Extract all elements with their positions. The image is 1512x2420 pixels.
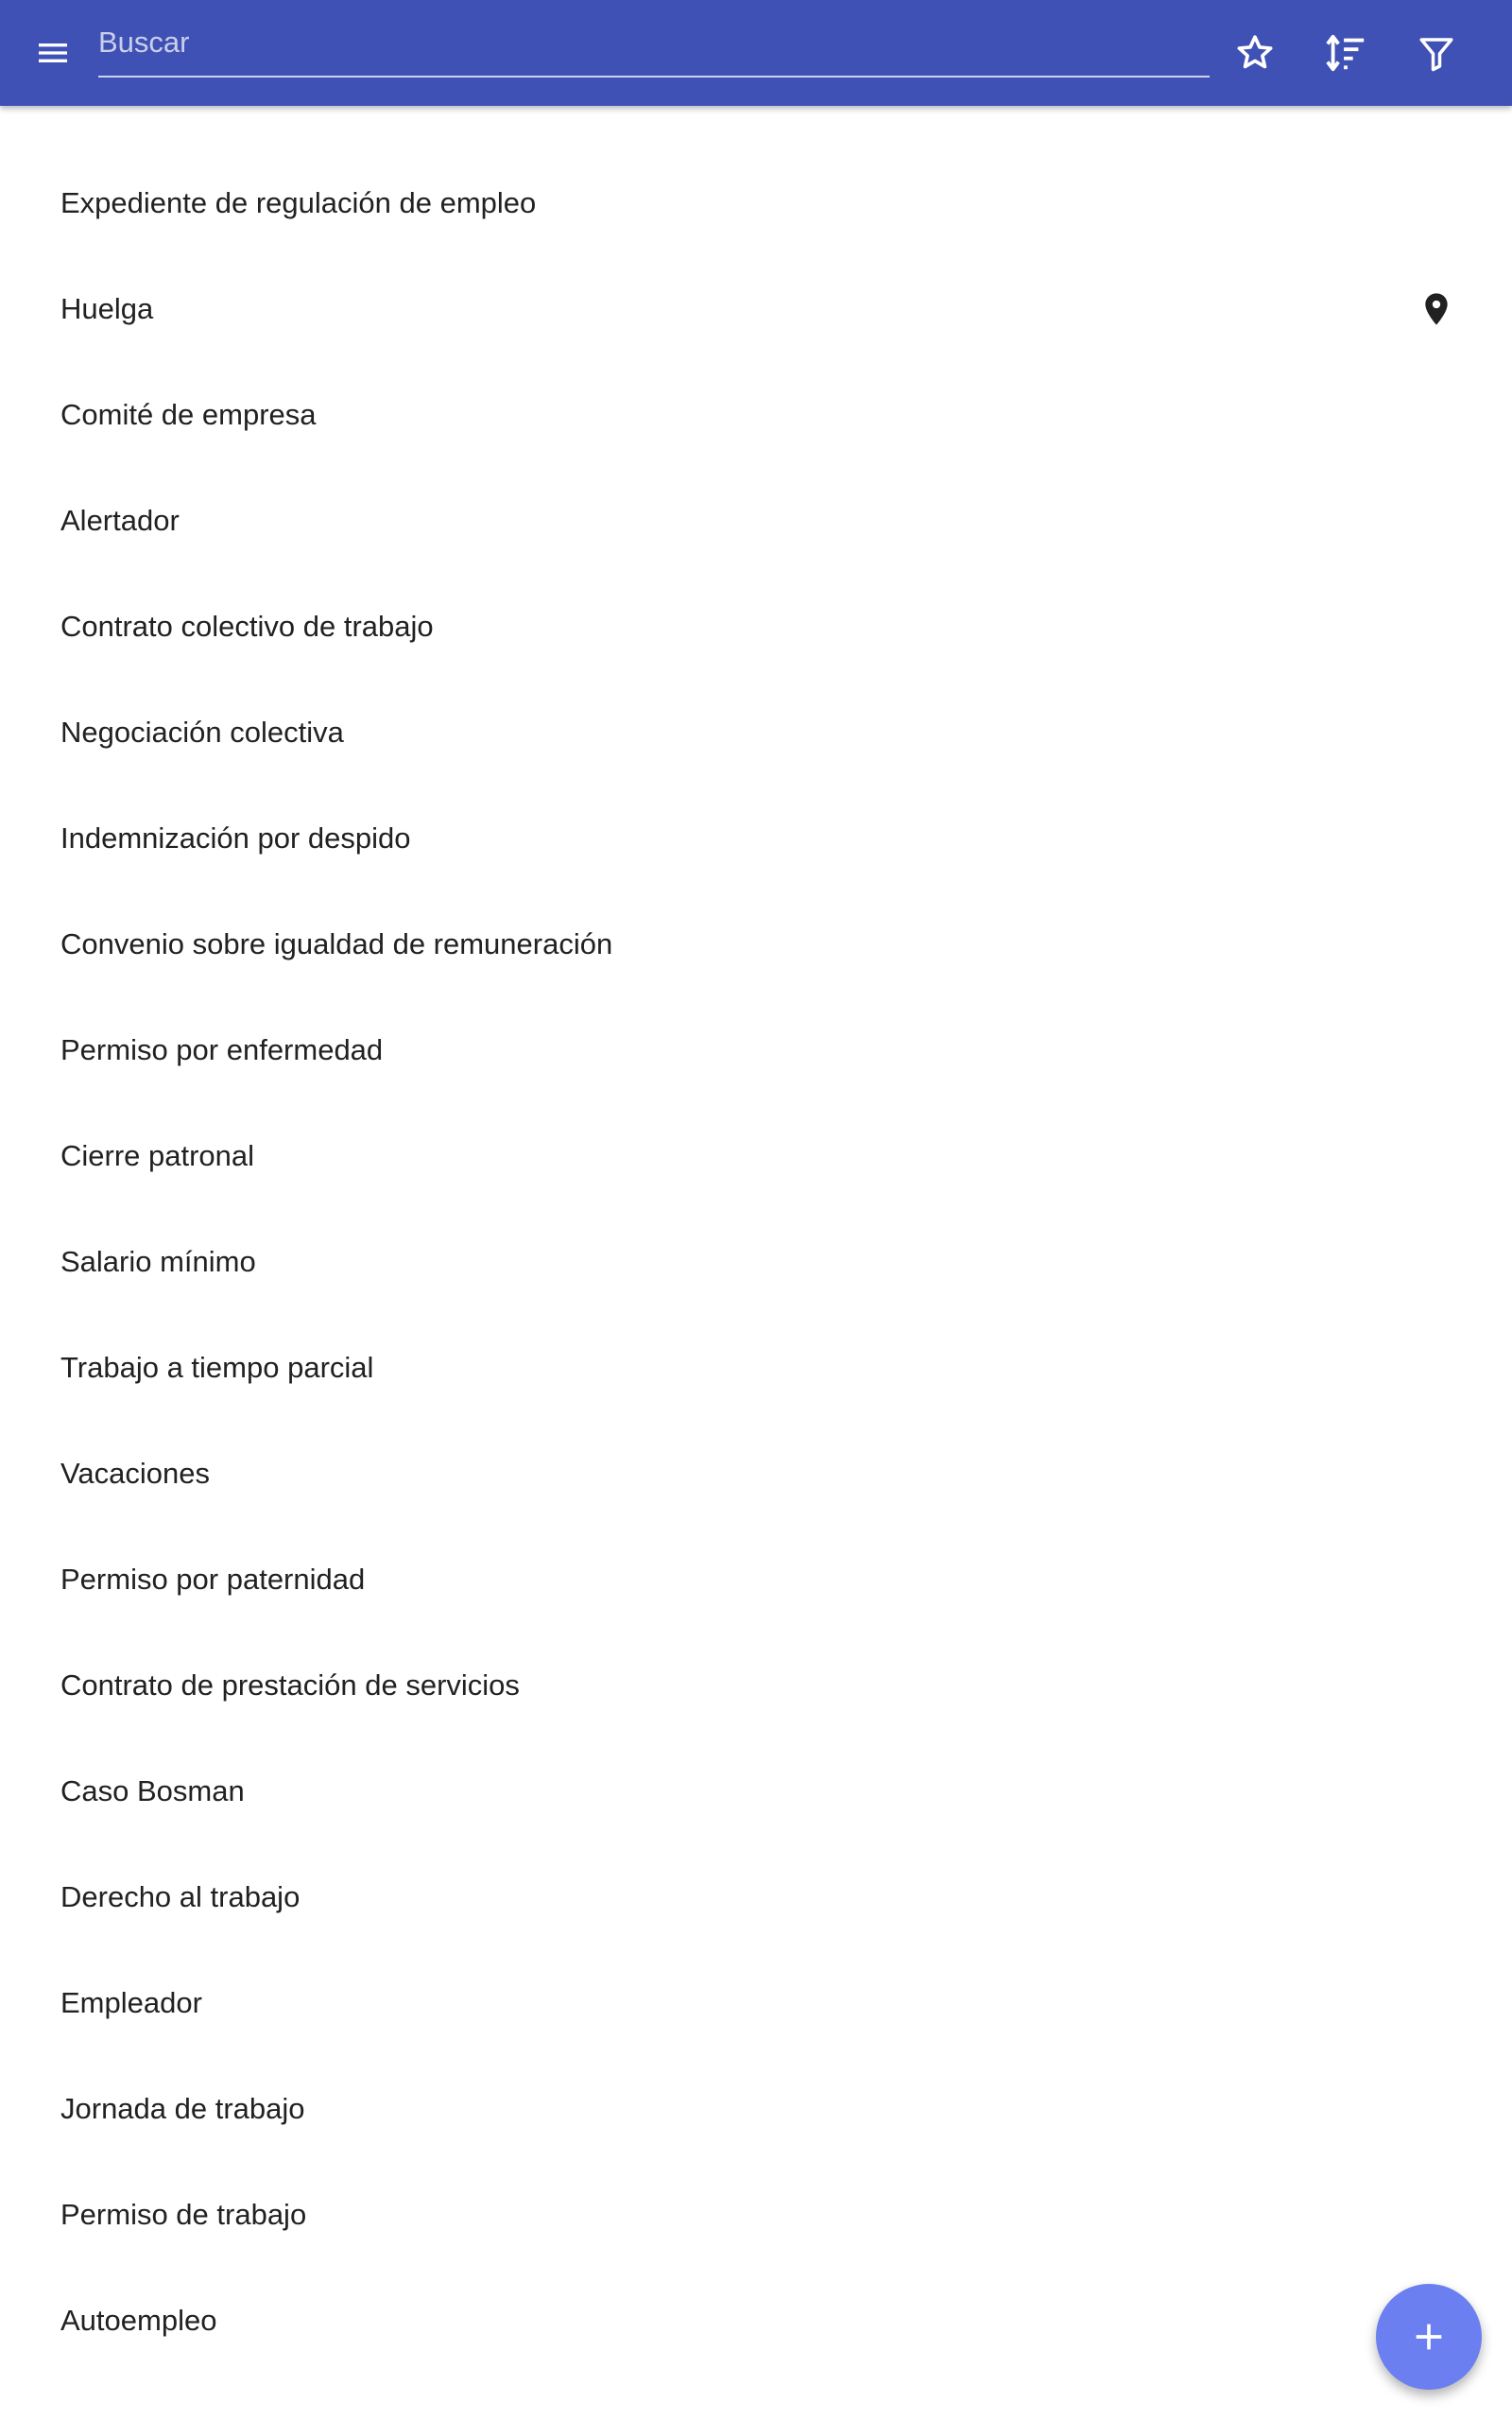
list-item[interactable]	[0, 1527, 1512, 1633]
term-list	[0, 106, 1512, 2420]
list-item-label: Convenio sobre igualdad de remuneración	[60, 927, 613, 960]
list-item[interactable]	[0, 997, 1512, 1103]
list-item-label: Expediente de regulación de empleo	[60, 186, 537, 219]
list-item[interactable]	[0, 1738, 1512, 1844]
list-item-label: Indemnización por despido	[60, 821, 411, 855]
list-item[interactable]	[0, 150, 1512, 256]
list-item-label: Negociación colectiva	[60, 716, 344, 749]
list-item[interactable]	[0, 362, 1512, 468]
list-item[interactable]	[0, 2056, 1512, 2162]
list-item-label: Permiso por enfermedad	[60, 1033, 384, 1066]
list-item[interactable]	[0, 1844, 1512, 1950]
list-item-label: Caso Bosman	[60, 1774, 245, 1807]
list-item[interactable]	[0, 1633, 1512, 1738]
plus-icon	[1410, 2318, 1448, 2356]
list-item-label: Permiso por paternidad	[60, 1563, 366, 1596]
list-item-label: Permiso de trabajo	[60, 2198, 307, 2231]
list-item[interactable]	[0, 256, 1512, 362]
list-item[interactable]	[0, 468, 1512, 574]
list-item[interactable]	[0, 574, 1512, 680]
list-item-label: Cierre patronal	[60, 1139, 255, 1172]
list-item-label: Derecho al trabajo	[60, 1880, 301, 1913]
list-item-label: Huelga	[60, 292, 154, 325]
list-item[interactable]	[0, 2268, 1512, 2374]
list-item[interactable]	[0, 680, 1512, 786]
filter-icon	[1417, 33, 1456, 73]
list-item[interactable]	[0, 891, 1512, 997]
list-item-label: Vacaciones	[60, 1457, 210, 1490]
sort-button[interactable]	[1312, 19, 1380, 87]
filter-button[interactable]	[1402, 19, 1470, 87]
list-item-label: Trabajo a tiempo parcial	[60, 1351, 374, 1384]
list-item[interactable]	[0, 786, 1512, 891]
list-item-label: Contrato de prestación de servicios	[60, 1668, 520, 1702]
list-item-label: Autoempleo	[60, 2304, 217, 2337]
list-item-label: Salario mínimo	[60, 1245, 256, 1278]
list-item-label: Contrato colectivo de trabajo	[60, 610, 434, 643]
list-item[interactable]	[0, 1103, 1512, 1209]
search-input[interactable]	[98, 13, 1210, 72]
search-bar	[98, 13, 1210, 78]
list-item-label: Empleador	[60, 1986, 202, 2019]
map-pin-icon	[1414, 286, 1459, 332]
list-item[interactable]	[0, 1421, 1512, 1527]
list-item[interactable]	[0, 1315, 1512, 1421]
list-item-label: Comité de empresa	[60, 398, 317, 431]
menu-icon	[34, 34, 72, 72]
menu-button[interactable]	[26, 25, 79, 81]
app-bar	[0, 0, 1512, 106]
list-item-label: Alertador	[60, 504, 180, 537]
list-item-label: Jornada de trabajo	[60, 2092, 305, 2125]
sort-icon	[1324, 31, 1367, 75]
list-item[interactable]	[0, 2162, 1512, 2268]
list-item[interactable]	[0, 1209, 1512, 1315]
add-button[interactable]	[1376, 2284, 1482, 2390]
star-outline-icon	[1234, 32, 1276, 74]
favorites-button[interactable]	[1221, 19, 1289, 87]
list-item[interactable]	[0, 1950, 1512, 2056]
